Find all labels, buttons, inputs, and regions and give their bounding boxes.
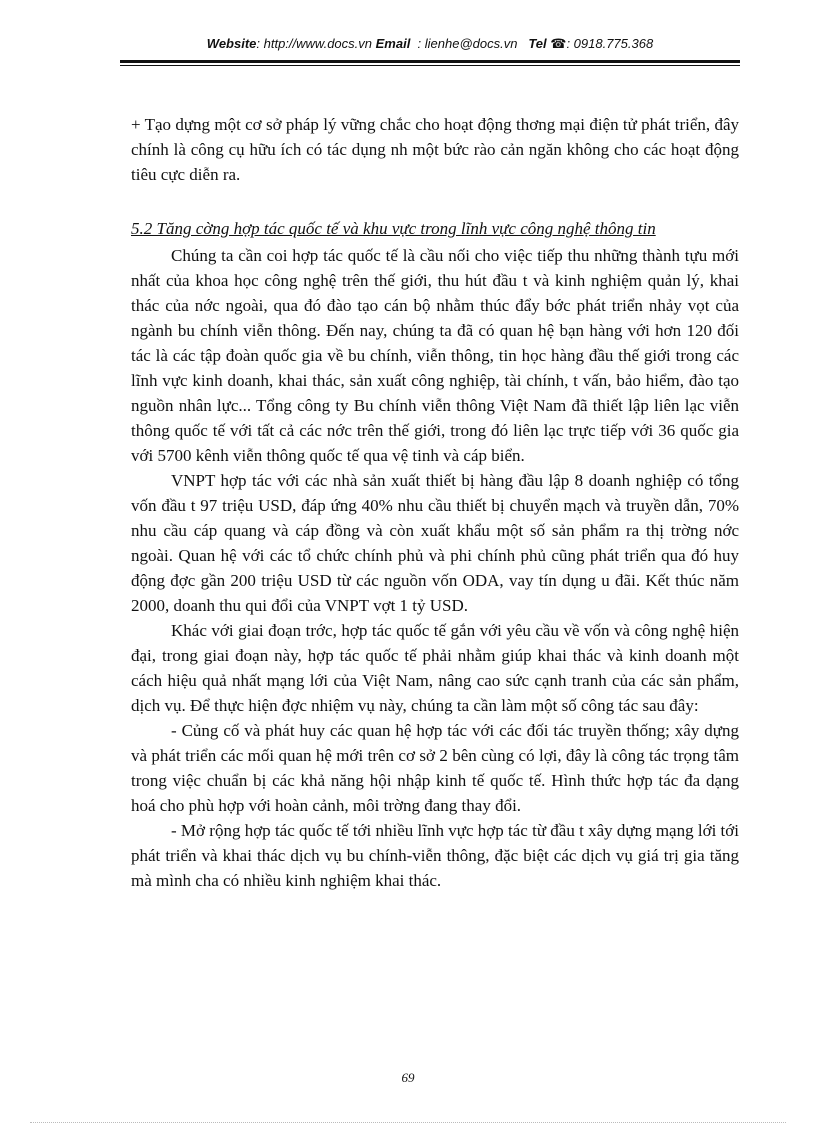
body-paragraph-4: - Củng cố và phát huy các quan hệ hợp tác với các đối tác truyền thống; xây dựng và phát triển các mối quan hệ mới trên cơ sở 2 bên cùng có lợi, đây là công tác trọng tâm trong việc chuẩn bị các khả năng hội nhập kinh tế quốc tế. Hình thức hợp tác đa dạng hoá cho phù hợp với hoàn cảnh, môi trờng đang thay đổi. [131, 721, 739, 815]
intro-paragraph: + Tạo dựng một cơ sở pháp lý vững chắc cho hoạt động thơng mại điện tử phát triển, đây chính là công cụ hữu ích có tác dụng nh một bức rào cản ngăn không cho các hoạt động tiêu cực diễn ra. [131, 115, 739, 184]
body-paragraph-1: Chúng ta cần coi hợp tác quốc tế là cầu nối cho việc tiếp thu những thành tựu mới nhất của khoa học công nghệ trên thế giới, thu hút đầu t và kinh nghiệm quản lý, khai thác của nớc ngoài, qua đó đào tạo cán bộ nhằm thúc đẩy bớc phát triển nhảy vọt của ngành bu chính viễn thông. Đến nay, chúng ta đã có quan hệ bạn hàng với hơn 120 đối tác là các tập đoàn quốc gia về bu chính, viễn thông, tin học hàng đầu thế giới trong các lĩnh vực kinh doanh, khai thác, sản xuất công nghiệp, tài chính, t vấn, bảo hiểm, đào tạo nguồn nhân lực... Tổng công ty Bu chính viễn thông Việt Nam đã thiết lập liên lạc viễn thông quốc tế với tất cả các nớc trên thế giới, trong đó liên lạc trực tiếp với 36 quốc gia với 5700 kênh viễn thông quốc tế qua vệ tinh và cáp biển. [131, 246, 739, 465]
header-rule-thick [120, 60, 740, 63]
body-paragraph-3: Khác với giai đoạn trớc, hợp tác quốc tế gắn với yêu cầu về vốn và công nghệ hiện đại, trong giai đoạn này, hợp tác quốc tế phải nhằm giúp khai thác và kinh doanh một cách hiệu quả nhất mạng lới của Việt Nam, nâng cao sức cạnh tranh của các sản phẩm, dịch vụ. Để thực hiện đợc nhiệm vụ này, chúng ta cần làm một số công tác sau đây: [131, 621, 739, 715]
email-address[interactable]: : lienhe@docs.vn [417, 36, 518, 51]
tel-number: ☎: 0918.775.368 [550, 36, 654, 51]
page-header [120, 36, 740, 52]
website-url[interactable]: : http://www.docs.vn [256, 36, 372, 51]
document-body [131, 112, 739, 893]
page-number: 69 [401, 1070, 415, 1085]
header-rule-thin [120, 65, 740, 66]
email-label: Email [375, 36, 411, 51]
body-paragraph-2: VNPT hợp tác với các nhà sản xuất thiết bị hàng đầu lập 8 doanh nghiệp có tổng vốn đầu t 97 triệu USD, đáp ứng 40% nhu cầu thiết bị chuyển mạch và truyền dẫn, 70% nhu cầu cáp quang và cáp đồng và còn xuất khẩu một số sản phẩm ra thị trờng nớc ngoài. Quan hệ với các tổ chức chính phủ và phi chính phủ cũng phát triển qua đó huy động đợc gần 200 triệu USD từ các nguồn vốn ODA, vay tín dụng u đãi. Kết thúc năm 2000, doanh thu qui đổi của VNPT vợt 1 tỷ USD. [131, 471, 739, 615]
tel-label: Tel [528, 36, 547, 51]
body-paragraph-5: - Mở rộng hợp tác quốc tế tới nhiều lĩnh vực hợp tác từ đầu t xây dựng mạng lới tới phát triển và khai thác dịch vụ bu chính-viễn thông, đặc biệt các dịch vụ giá trị gia tăng mà mình cha có nhiều kinh nghiệm khai thác. [131, 821, 739, 890]
website-label: Website [206, 36, 257, 51]
section-heading: 5.2 Tăng cờng hợp tác quốc tế và khu vực trong lĩnh vực công nghệ thông tin [131, 219, 656, 238]
